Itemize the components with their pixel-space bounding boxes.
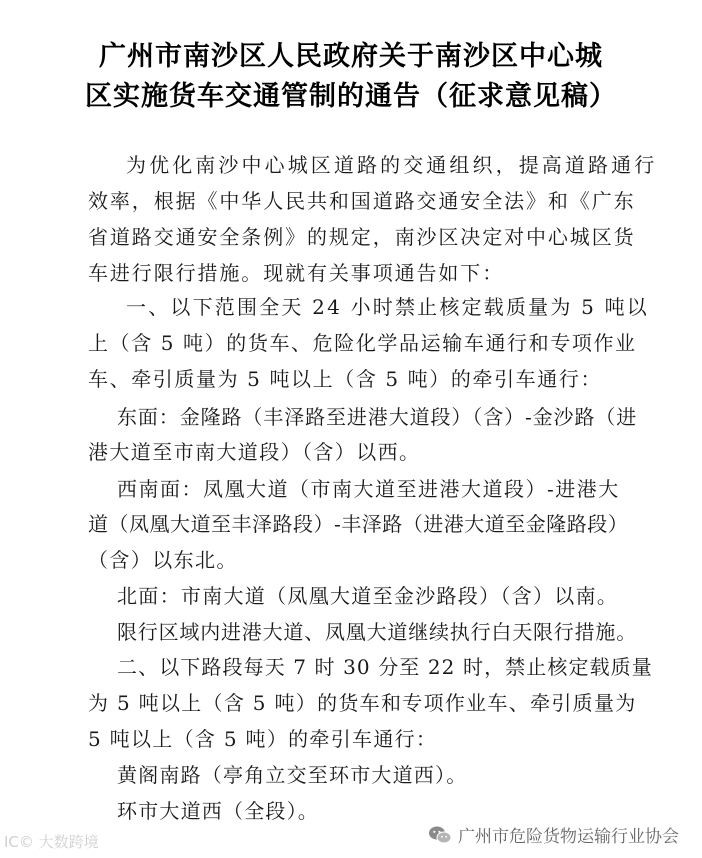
east-boundary-line-1: 东面：金隆路（丰泽路至进港大道段）（含）-金沙路（进 [117, 405, 638, 429]
watermark-right [428, 822, 679, 847]
east-boundary-line-2: 港大道至市南大道段）（含）以西。 [88, 440, 421, 464]
road-huangge-south: 黄阁南路（亭角立交至环市大道西）。 [117, 763, 468, 787]
restricted-area-note: 限行区域内进港大道、凤凰大道继续执行白天限行措施。 [117, 620, 637, 644]
north-boundary-line: 北面：市南大道（凤凰大道至金沙路段）（含）以南。 [117, 584, 619, 608]
body-line-3: 省道路交通安全条例》的规定，南沙区决定对中心城区货 [88, 225, 636, 249]
southwest-boundary-line-3: （含）以东北。 [88, 548, 238, 572]
body-line-2: 效率，根据《中华人民共和国道路交通安全法》和《广东 [88, 189, 636, 213]
body-line-4: 车进行限行措施。现就有关事项通告如下： [88, 261, 505, 285]
section-two-line-3: 5 吨以上（含 5 吨）的牵引车通行： [88, 727, 438, 751]
document-title-line-1: 广州市南沙区人民政府关于南沙区中心城 [99, 41, 603, 72]
southwest-boundary-line-1: 西南面：凤凰大道（市南大道至进港大道段）-进港大 [117, 477, 620, 501]
section-two-line-1: 二、以下路段每天 7 时 30 分至 22 时，禁止核定载质量 [117, 655, 653, 679]
section-one-line-1: 一、以下范围全天 24 小时禁止核定载质量为 5 吨以 [126, 295, 650, 319]
watermark-left: IC© 大数跨境 [4, 833, 99, 851]
southwest-boundary-line-2: 道（凤凰大道至丰泽路段）-丰泽路（进港大道至金隆路段） [88, 512, 629, 536]
section-one-line-2: 上（含 5 吨）的货车、危险化学品运输车通行和专项作业 [88, 331, 637, 355]
road-huanshi-west: 环市大道西（全段）。 [117, 799, 319, 823]
document-title-line-2: 区实施货车交通管制的通告（征求意见稿） [85, 81, 617, 112]
body-line-1: 为优化南沙中心城区道路的交通组织，提高道路通行 [126, 153, 658, 177]
watermark-right-text: 广州市危险货物运输行业协会 [458, 827, 679, 847]
section-one-line-3: 车、牵引质量为 5 吨以上（含 5 吨）的牵引车通行： [88, 367, 603, 391]
section-two-line-2: 为 5 吨以上（含 5 吨）的货车和专项作业车、牵引质量为 [88, 691, 637, 715]
wechat-icon [428, 825, 452, 845]
